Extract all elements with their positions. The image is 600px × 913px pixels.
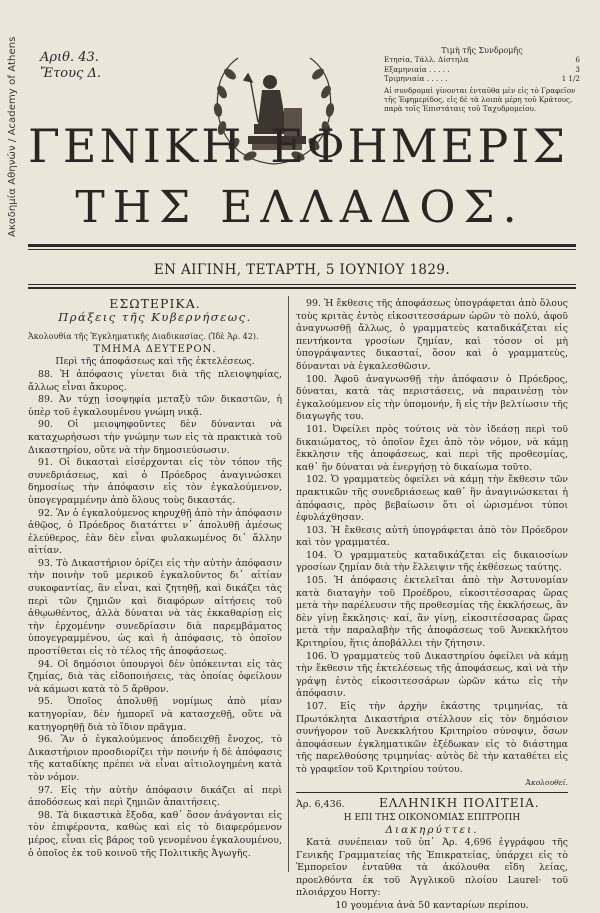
right-column (296, 298, 568, 913)
topic-heading: Περὶ τῆς ἀποφάσεως καὶ τῆς ἐκτελέσεως. (55, 356, 255, 368)
notice-number: Ἀρ. 6,436. (296, 799, 345, 811)
article-paragraph: 103. Ἡ ἔκθεσις αὐτὴ ὑπογράφεται ἀπὸ τὸν Πρόεδρον καὶ τὸν γραμματέα. (296, 524, 568, 549)
notice-header (296, 797, 568, 812)
column-divider (288, 296, 289, 872)
continuation-signature: Ἀκολουθεῖ. (525, 777, 568, 787)
article-paragraph: 107. Εἰς τὴν ἀρχὴν ἑκάστης τριμηνίας, τὰ Πρωτόκλητα Δικαστήρια στέλλουν εἰς τὸν δημόσιον συνήγορον τοῦ Ἀνεκκλήτου Κριτηρίου σύνοψιν, ὅσων ἀποφάσεων ἐγκληματικῶν ἐξέδωκαν εἰς τὸ διάστημα τῆς παρελθούσης τριμηνίας· αὐτὸς δὲ τὴν καταθέτει εἰς τὸ γραφεῖον τοῦ Κριτηρίου τούτου. (296, 701, 568, 775)
masthead-line1 (28, 120, 568, 172)
notice-body: Κατὰ συνέπειαν τοῦ ὑπ᾽ Ἀρ. 4,696 ἐγγράφου τῆς Γενικῆς Γραμματείας τῆς Ἐπικρατείας, ὑπάρχει εἰς τὸ Ἐμπορεῖον ἐνταῦθα τὰ ἀκόλουθα εἴδη λείας, προελθόντα ἐκ τοῦ Ἀγγλικοῦ πλοίου Laurel· τοῦ πλοιάρχου Horry: (296, 836, 568, 899)
department-heading: ΤΜΗΜΑ ΔΕΥΤΕΡΟΝ. (93, 343, 217, 355)
article-paragraph: 102. Ὁ γραμματεὺς ὀφείλει νὰ κάμῃ τὴν ἔκθεσιν τῶν πρακτικῶν τῆς συνεδριάσεως καθ᾽ ἣν ἀναγινώσκεται ἡ ἀπόφασις, πρὸς βεβαίωσιν ὅτι οἱ ὡρισμένοι τύποι ἐφυλάχθησαν. (296, 474, 568, 524)
article-paragraph: 105. Ἡ ἀπόφασις ἐκτελεῖται ἀπὸ τὴν Ἀστυνομίαν κατὰ διαταγὴν τοῦ Προέδρου, εἰκοσιτέσσαρας ὥρας μετὰ τὴν παρέλευσιν τῆς προθεσμίας τῆς ἐκκλήσεως, ἂν δὲν γίνῃ ἔκκλησις· καί, ἂν γίνῃ, εἰκοσιτέσσαρας ὥρας μετὰ τὴν παραλαβὴν τῆς ἀποφάσεως τοῦ Ἀνεκκλήτου Κριτηρίου, ἥτις ἀποβάλλει τὴν ζήτησιν. (296, 575, 568, 650)
notice-title: ΕΛΛΗΝΙΚΗ ΠΟΛΙΤΕΙΑ. (378, 796, 540, 811)
masthead-line2: ΤΗΣ ΕΛΛΑΔΟΣ. (75, 182, 525, 233)
notice-subtitle: Η ΕΠΙ ΤΗΣ ΟΙΚΟΝΟΜΙΑΣ ΕΠΙΤΡΟΠΗ (343, 812, 521, 823)
article-paragraph: 106. Ὁ γραμματεὺς τοῦ Δικαστηρίου ὀφείλει νὰ κάμῃ τὴν ἔκθεσιν τῆς ἐκτελέσεως τῆς ἀποφάσεως, καὶ νὰ τὴν γράψῃ ἐντὸς εἰκοσιτεσσάρων ὡρῶν κάτω εἰς τὴν ἀπόφασιν. (296, 650, 568, 700)
subscription-heading: Τιμὴ τῆς Συνδρομῆς (441, 46, 523, 55)
section-title: ΕΣΩΤΕΡΙΚΑ. (109, 296, 201, 311)
article-paragraph: 95. Ὁποῖος ἀπολυθῇ νομίμως ἀπὸ μίαν κατηγορίαν, δὲν ἠμπορεῖ νὰ κατασχεθῇ, οὔτε νὰ κατηγορηθῇ διὰ τὸ ἴδιον πρᾶγμα. (28, 696, 282, 733)
continuation-note: Ἀκολουθία τῆς Ἐγκληματικῆς Διαδικασίας. (Ἰδὲ Ἀρ. 42). (28, 332, 259, 342)
issue-number: Αριθ. 43. (40, 50, 99, 65)
issue-info (40, 50, 101, 82)
article-paragraph: 93. Τὸ Δικαστήριον ὁρίζει εἰς τὴν αὐτὴν ἀπόφασιν τὴν ποινὴν τοῦ μερικοῦ ἐγκαλοῦντος δι᾽ αἰτίαν συκοφαντίας, ἂν εἶναι, καὶ ζητηθῇ, καὶ δικάζει τὰς περὶ τῶν ζημιῶν καὶ διαφόρων αἰτήσεις τοῦ ἀθῳωθέντος, ἀλλὰ δύναται νὰ τὰς ἐκκαθαρίσῃ εἰς τὴν ἐρχομένην συνεδρίασιν διὰ παρεμβάματος ὑπογεγραμμένου, ὡς καὶ ἡ ἀπόφασις, τὸ ὁποῖον προστίθεται εἰς τὸ τέλος τῆς ἀποφάσεως. (28, 557, 282, 658)
left-column (28, 298, 282, 860)
archive-credit: Ακαδημία Αθηνών / Academy of Athens (7, 36, 18, 237)
subscription-row: Τριμηνιαία . . . . . 1 1/2 (384, 74, 580, 84)
masthead-rule (28, 244, 576, 247)
article-paragraph: 91. Οἱ δικασταὶ εἰσέρχονται εἰς τὸν τόπον τῆς συνεδριάσεως, καὶ ὁ Πρόεδρος ἀναγινώσκει δημοσίως τὴν ἀπόφασιν εἰς τὸν ἐγκαλούμενον, ὑπογεγραμμένην ἀπὸ ὅλους τοὺς δικαστάς. (28, 457, 282, 506)
dateline-rule (28, 284, 576, 285)
masthead-rule-thin (28, 249, 576, 250)
article-paragraph: 96. Ἂν ὁ ἐγκαλούμενος ἀποδειχθῇ ἔνοχος, τὸ Δικαστήριον προσδιορίζει τὴν ποινήν ἡ δὲ ἀπόφασις τῆς καταδίκης πρέπει νὰ εἶναι αἰτιολογημένη κατὰ τὸν νόμον. (28, 734, 282, 783)
article-paragraph: 89. Ἀν τύχῃ ἰσοψηφία μεταξὺ τῶν δικαστῶν, ἡ ὑπὲρ τοῦ ἐγκαλουμένου γνώμη νικᾷ. (28, 394, 282, 418)
issue-year: Ἔτους Δ. (40, 66, 101, 81)
dateline: ΕΝ ΑΙΓΙΝΗ, ΤΕΤΑΡΤΗ, 5 ΙΟΥΝΙΟΥ 1829. (153, 262, 451, 278)
article-paragraph: 104. Ὁ γραμματεὺς καταδικάζεται εἰς δικαιοσίων γροσίων ζημίαν διὰ τὴν ἔλλειψιν τῆς ἐκθέσεως ταύτης. (296, 549, 568, 574)
subscription-row: Ετησία, Τάλλ. Δίστηλα 6 (384, 55, 580, 65)
article-paragraph: 92. Ἂν ὁ ἐγκαλούμενος κηρυχθῇ ἀπὸ τὴν ἀπόφασιν ἀθῷος, ὁ Πρόεδρος διατάττει ν᾽ ἀπολυθῇ ἀμέσως ἐλεύθερος, ἐὰν δὲν εἶναι φυλακωμένος δι᾽ ἄλλην αἰτίαν. (28, 507, 282, 557)
notice-rule (296, 792, 568, 793)
article-paragraph: 94. Οἱ δημόσιοι ὑπουργοὶ δὲν ὑπόκεινται εἰς τὰς ζημίας, διὰ τὰς εἰδοποιήσεις, τὰς ὁποίας ὀφείλουν νὰ κάμωσι κατὰ τὸ 5 ἄρθρον. (28, 658, 282, 695)
article-paragraph: 98. Τὰ δικαστικὰ ἔξοδα, καθ᾽ ὅσον ἀνάγονται εἰς τὸν ἐπιφέροντα, καθὼς καὶ εἰς τὸ διαφερόμενον μέρος, εἶναι εἰς βάρος τοῦ γενομένου ἐγκαλουμένου, ὁ ὁποῖος ἐκ τοῦ κοινοῦ τῆς Πολιτικῆς Ἀγωγῆς. (28, 809, 282, 859)
notice-item: 10 γουμένια ἀνὰ 50 κανταρίων περίπου. (335, 899, 529, 911)
notice-action: Διακηρύττει. (385, 824, 479, 837)
article-paragraph: 88. Ἡ ἀπόφασις γίνεται διὰ τῆς πλειοψηφίας, ἄλλως εἶναι ἄκυρος. (28, 368, 282, 393)
article-paragraph: 97. Εἰς τὴν αὐτὴν ἀπόφασιν δικάζει αἱ περὶ ἀποδόσεως καὶ περὶ ζημιῶν ἀπαιτήσεις. (28, 784, 282, 809)
dateline-rule-thick (28, 287, 576, 289)
article-paragraph: 90. Οἱ μειοψηφοῦντες δὲν δύνανται νὰ καταχωρήσωσι τὴν γνώμην των εἰς τὰ πρακτικὰ τοῦ Δικαστηρίου, οὔτε νὰ τὴν δημοσιεύσωσιν. (28, 419, 282, 456)
subscription-box (384, 46, 580, 114)
article-paragraph: 100. Ἀφοῦ ἀναγνωσθῇ τὴν ἀπόφασιν ὁ Πρόεδρος, δύναται, κατὰ τὰς περιστάσεις, νὰ παραινέσῃ τὸν ἐγκαλούμενον εἰς τὴν ὑπομονήν, ἢ εἰς τὴν βελτίωσιν τῆς διαγωγῆς του. (296, 373, 568, 423)
section-subtitle: Πράξεις τῆς Κυβερνήσεως. (58, 309, 252, 324)
article-paragraph: 101. Ὀφείλει πρὸς τούτοις νὰ τὸν ἰδεάσῃ περὶ τοῦ δικαιώματος, τὸ ὁποῖον ἔχει ἀπὸ τὸν νόμον, νὰ κάμῃ ἔκκλησιν τῆς ἀποφάσεως, καὶ περὶ τῆς προθεσμίας, καθ᾽ ἣν δύναται νὰ ἐνεργήσῃ τὸ δικαίωμα τοῦτο. (296, 423, 568, 473)
subscription-note: Αἱ συνδρομαὶ γίνονται ἐνταῦθα μὲν εἰς τὸ Γραφεῖον τῆς Ἐφημερίδος, εἰς δὲ τὰ λοιπὰ μέρη τοῦ Κράτους, παρὰ τοῖς Ἐπιστάταις τοῦ Ταχυδρομείου. (384, 85, 576, 114)
masthead-word1: ΓΕΝΙΚΗ (28, 119, 245, 173)
subscription-row: Εξαμηνιαία . . . . . 3 (384, 64, 580, 74)
article-paragraph: 99. Ἡ ἔκθεσις τῆς ἀποφάσεως ὑπογράφεται ἀπὸ ὅλους τοὺς κριτὰς ἐντὸς εἰκοσιτεσσάρων ὡρῶν τὸ πολύ, ἀφοῦ ἀναγνωσθῇ ἄλλως, ὁ γραμματεὺς καταδικάζεται εἰς πεντήκοντα γροσίων ζημίαν, καὶ τόσον οἱ μὴ ὑπογράψαντες δικασταί, ὅσον καὶ ὁ γραμματεὺς, δύνανται νὰ ἐγκαλεσθῶσιν. (296, 298, 568, 372)
masthead-word2: ΕΦΗΜΕΡΙΣ (270, 119, 568, 173)
